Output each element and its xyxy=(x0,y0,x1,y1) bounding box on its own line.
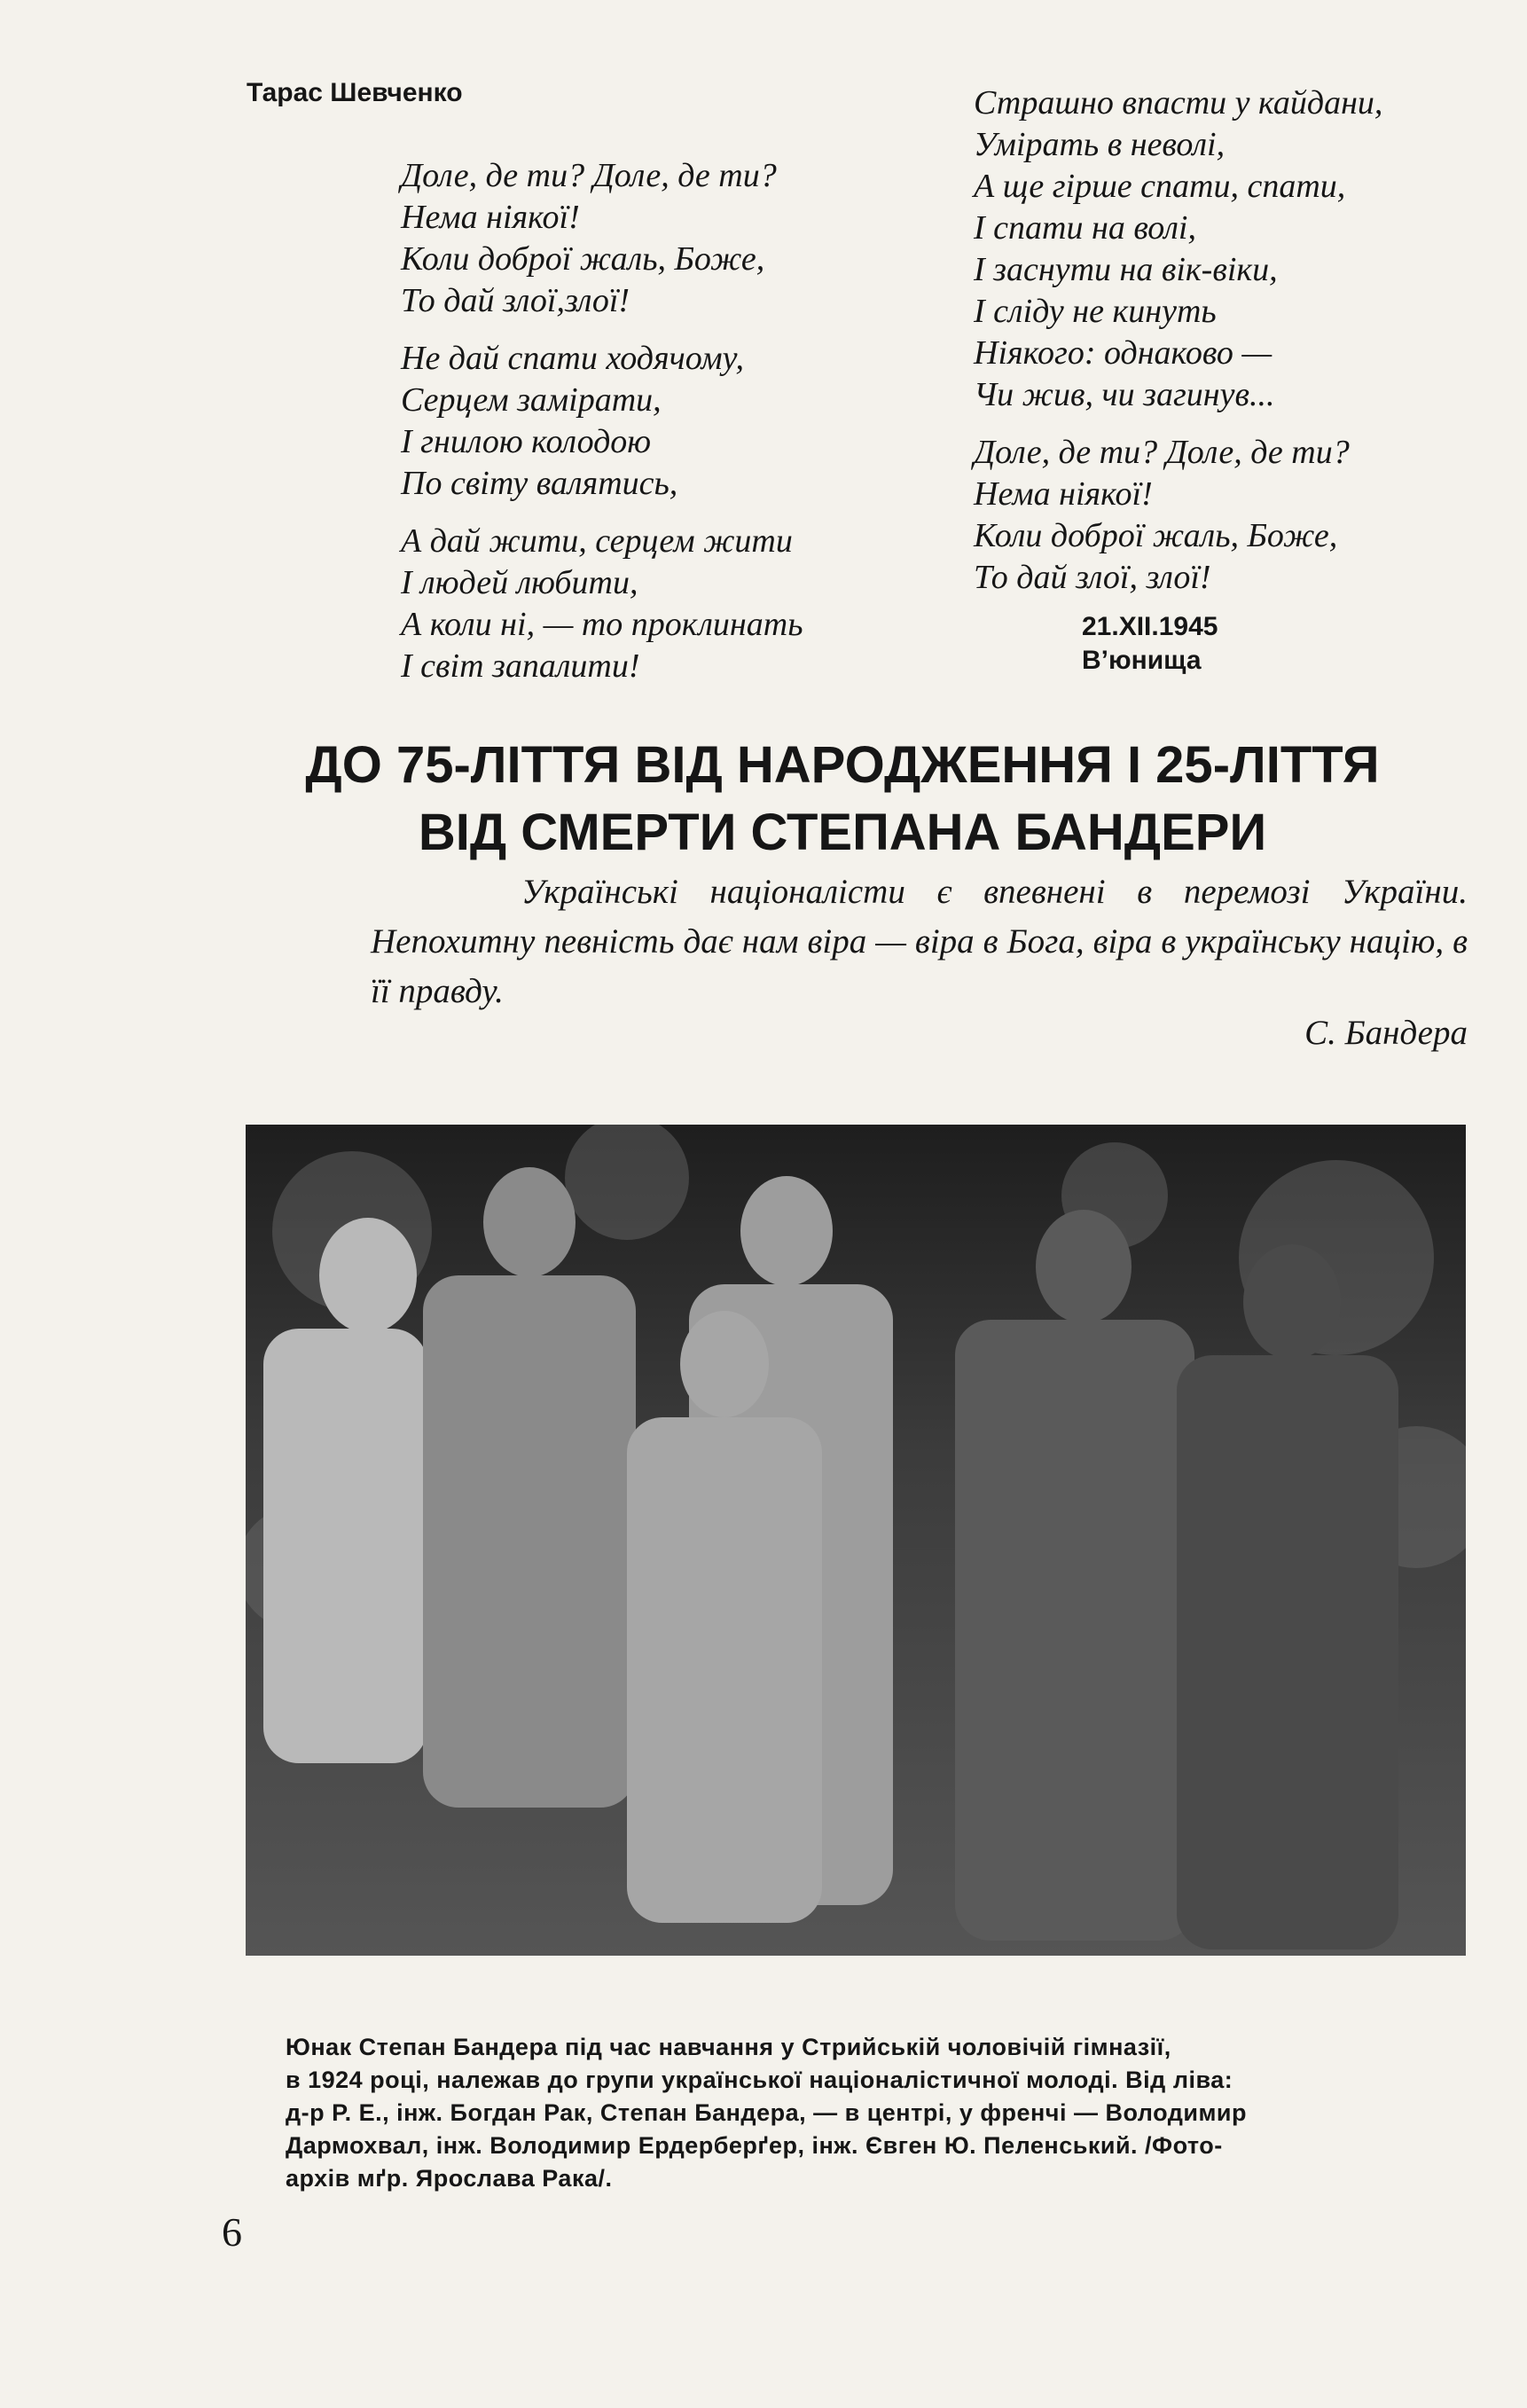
poem-line: Доле, де ти? Доле, де ти? xyxy=(974,434,1350,471)
caption-line: в 1924 році, належав до групи української націоналістичної молоді. Від ліва: xyxy=(286,2067,1233,2093)
poem-line: То дай злої,злої! xyxy=(401,282,630,319)
group-photograph xyxy=(246,1125,1466,1956)
photo-caption xyxy=(286,2031,1438,2195)
poem-line: І спати на волі, xyxy=(974,209,1196,247)
poem-line: По світу валятись, xyxy=(401,465,678,502)
headline-line-2: ВІД СМЕРТИ СТЕПАНА БАНДЕРИ xyxy=(418,804,1267,861)
poem-line: І заснути на вік-віки, xyxy=(974,251,1278,288)
poem-line: Серцем замірати, xyxy=(401,381,662,419)
poem-stanza xyxy=(974,82,1382,416)
photo-image xyxy=(246,1125,1466,1956)
poem-right-column xyxy=(974,82,1382,615)
poem-left-column xyxy=(401,155,803,703)
poem-date: 21.XII.1945 xyxy=(1082,612,1218,641)
poem-place: В’юнища xyxy=(1082,646,1202,675)
poem-line: І гнилою колодою xyxy=(401,423,652,460)
epigraph-quote xyxy=(371,867,1468,1016)
poem-line: Доле, де ти? Доле, де ти? xyxy=(401,157,777,194)
poem-line: Не дай спати ходячому, xyxy=(401,340,745,377)
poem-line: А дай жити, серцем жити xyxy=(401,522,793,560)
poem-line: Страшно впасти у кайдани, xyxy=(974,84,1383,122)
caption-line: д-р Р. Е., інж. Богдан Рак, Степан Бандера, — в центрі, у френчі — Володимир xyxy=(286,2099,1248,2126)
poem-line: Коли доброї жаль, Боже, xyxy=(401,240,765,278)
poem-line: І світ запалити! xyxy=(401,647,640,685)
page-number: 6 xyxy=(222,2209,242,2255)
poem-stanza xyxy=(401,521,803,687)
poem-stanza xyxy=(401,155,803,322)
headline-line-1: ДО 75-ЛІТТЯ ВІД НАРОДЖЕННЯ І 25-ЛІТТЯ xyxy=(305,736,1380,794)
poem-line: А коли ні, — то проклинать xyxy=(401,606,803,643)
poem-dateline xyxy=(1082,610,1218,678)
poem-line: Коли доброї жаль, Боже, xyxy=(974,517,1338,554)
poem-line: Нема ніякої! xyxy=(401,199,580,236)
poem-line: Ніякого: однаково — xyxy=(974,334,1272,372)
poem-line: І людей любити, xyxy=(401,564,638,601)
caption-line: Юнак Степан Бандера під час навчання у Стрийській чоловічій гімназії, xyxy=(286,2034,1171,2060)
poem-line: Умірать в неволі, xyxy=(974,126,1226,163)
article-headline xyxy=(222,732,1463,867)
poem-line: І сліду не кинуть xyxy=(974,293,1217,330)
poem-line: А ще гірше спати, спати, xyxy=(974,168,1346,205)
poem-line: Чи жив, чи загинув... xyxy=(974,376,1275,413)
poem-author: Тарас Шевченко xyxy=(247,78,463,107)
epigraph-author: С. Бандера xyxy=(1304,1014,1468,1052)
caption-line: Дармохвал, інж. Володимир Ердерберґер, інж. Євген Ю. Пеленський. /Фото- xyxy=(286,2132,1223,2159)
caption-line: архів мґр. Ярослава Рака/. xyxy=(286,2165,613,2192)
poem-line: То дай злої, злої! xyxy=(974,559,1211,596)
poem-line: Нема ніякої! xyxy=(974,475,1153,513)
poem-stanza xyxy=(974,432,1382,599)
epigraph-text: Українські націоналісти є впевнені в перемозі України. Непохитну певність дає нам віра — віра в Бога, віра в українську націю, в її правду. xyxy=(371,873,1468,1010)
poem-stanza xyxy=(401,338,803,505)
